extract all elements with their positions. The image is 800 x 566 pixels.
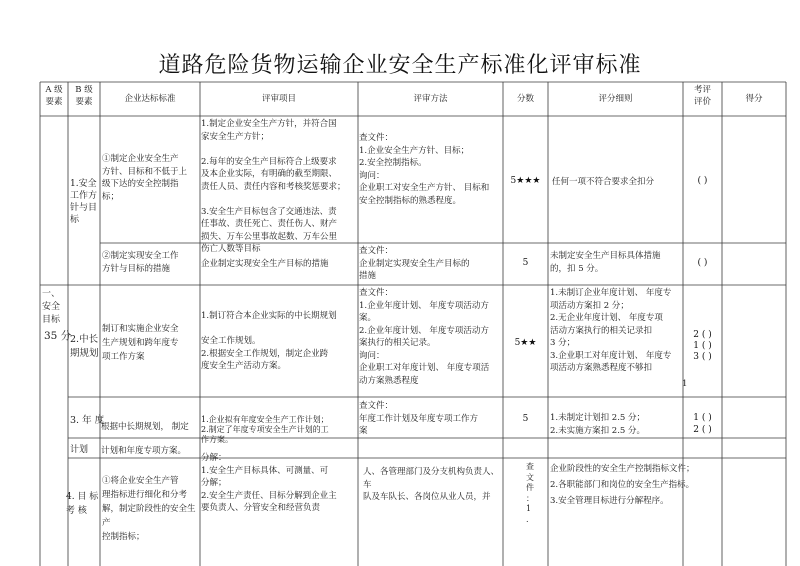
b-element-3-sub: 计划 (70, 445, 89, 455)
row-2-rules: 未制定安全生产目标具体措施 的，扣 5 分。 (550, 251, 661, 274)
row-3-method: 查文件： 1.企业年度计划、 年度专项活动方 案。 2.企业年度计划、 年度专项活动方 案执行的相关记录。 询问： 企业职工对年度计划、 年度专项活 动方案熟悉程度 (359, 288, 490, 386)
row-5-rules: 企业阶段性的安全生产控制指标文件； 2.各职能部门和岗位的安全生产指标。 3.安全管理目标进行分解程序。 (550, 464, 695, 506)
row-2-items: 企业制定实现安全生产目标的措施 (201, 259, 329, 269)
row-2-points: 5 (522, 258, 529, 268)
a-element-points: 35 分 (44, 330, 72, 342)
header-a-level: A 级 要素 (45, 85, 63, 107)
row-1-reviewer: ( ) (697, 176, 708, 186)
row-3-rules: 1.未制订企业年度计划、 年度专 项活动方案扣 2 分； 2.无企业年度计划、 年度专项 活动方案执行的相关记录扣 3 分； 3.企业职工对年度计划、 年度专 项活动方案熟悉程度不够扣 (550, 288, 672, 373)
header-reviewer: 考评 评价 (693, 85, 711, 107)
row-5-standard: ①将企业安全生产管 理指标进行细化和分考 解，制定阶段性的安全生产 控制指标； (102, 476, 196, 542)
row-3-trailing: 1 (682, 379, 688, 389)
header-standard: 企业达标标准 (124, 94, 176, 104)
row-4-points: 5 (522, 414, 529, 424)
b-element-3: 3. 年 度 (70, 415, 105, 426)
row-4-rules: 1.未制定计划扣 2.5 分； 2.未实施方案扣 2.5 分。 (550, 413, 646, 436)
header-review-method: 评审方法 (413, 94, 448, 104)
header-review-items: 评审项目 (261, 94, 296, 104)
header-rules: 评分细则 (598, 94, 633, 104)
row-1-points: 5★★★ (510, 176, 541, 186)
row-2-standard: ②制定实现安全工作 方针与目标的措施 (102, 251, 179, 274)
b-element-1: 1.安全 工作方 针与目 标 (70, 179, 98, 225)
row-4-method: 查文件： 年度工作计划及年度专项工作方 案 (359, 401, 479, 436)
row-2-method: 查文件： 企业制定实现安全生产目标的 措施 (359, 246, 470, 281)
row-3-items: 1.制订符合本企业实际的中长期规划 安全工作规划。 2.根据安全工作规划，制定企业跨 度安全生产活动方案。 (201, 311, 337, 371)
header-score: 得分 (745, 94, 763, 104)
row-1-method: 查文件： 1.企业安全生产方针、目标； 2.安全控制指标。 询问： 企业职工对安全生产方针、 目标和 安全控制指标的熟悉程度。 (359, 133, 490, 206)
row-1-standard: ①制定企业安全生产 方针、目标和不低于上 级下达的安全控制指 标； (102, 154, 188, 202)
b-element-4: 4. 目 标 考 核 (66, 492, 99, 516)
row-3-standard: 制订和实施企业安全 生产规划和跨年度专 项工作方案 (102, 324, 179, 362)
row-1-rules: 任何一项不符合要求全扣分 (552, 177, 655, 187)
row-5-method: 人、各管理部门及分支机构负责人、车 队及车队长、各岗位从业人员，并 (363, 467, 500, 502)
row-3-points: 5★★ (514, 338, 537, 348)
page-title: 道路危险货物运输企业安全生产标准化评审标准 (158, 53, 642, 78)
row-1-items: 1.制定企业安全生产方针，并符合国 家安全生产方针； 2.每年的安全生产目标符合上级要求 及本企业实际，有明确的截至期限、 责任人员、责任内容和考核奖惩要求； 3.安全生产目标包含了交通违法、责 任事故、责任死亡、责任伤人、财产 损失、万车公里事故起数、万车公里 伤亡人数等目标 (201, 119, 346, 254)
row-5-items: 分解： 1.安全生产目标具体、可测量、可 分解； 2.安全生产责任、目标分解到企业主 要负责人、分管安全和经营负责 (201, 453, 337, 513)
row-2-reviewer: ( ) (697, 258, 708, 268)
a-element-label: 一、 安全 目标 (42, 289, 61, 325)
row-4-reviewer: 1 ( ) 2 ( ) (693, 413, 712, 435)
row-4-standard: 根据中长期规划， 制定 计划和年度专项方案。 (101, 422, 189, 456)
header-points: 分数 (516, 94, 534, 104)
row-4-items: 1.企业拟有年度安全生产工作计划； 2.制定了年度专项安全生产计划的工 作方案。 (201, 415, 329, 444)
header-b-level: B 级 要素 (75, 85, 93, 107)
b-element-2: 2.中长 期规划 (70, 334, 99, 359)
row-3-reviewer: 2 ( ) 1 ( ) 3 ( ) (693, 330, 712, 362)
row-5-points: 查 文 件 ： 1 . (526, 462, 534, 524)
